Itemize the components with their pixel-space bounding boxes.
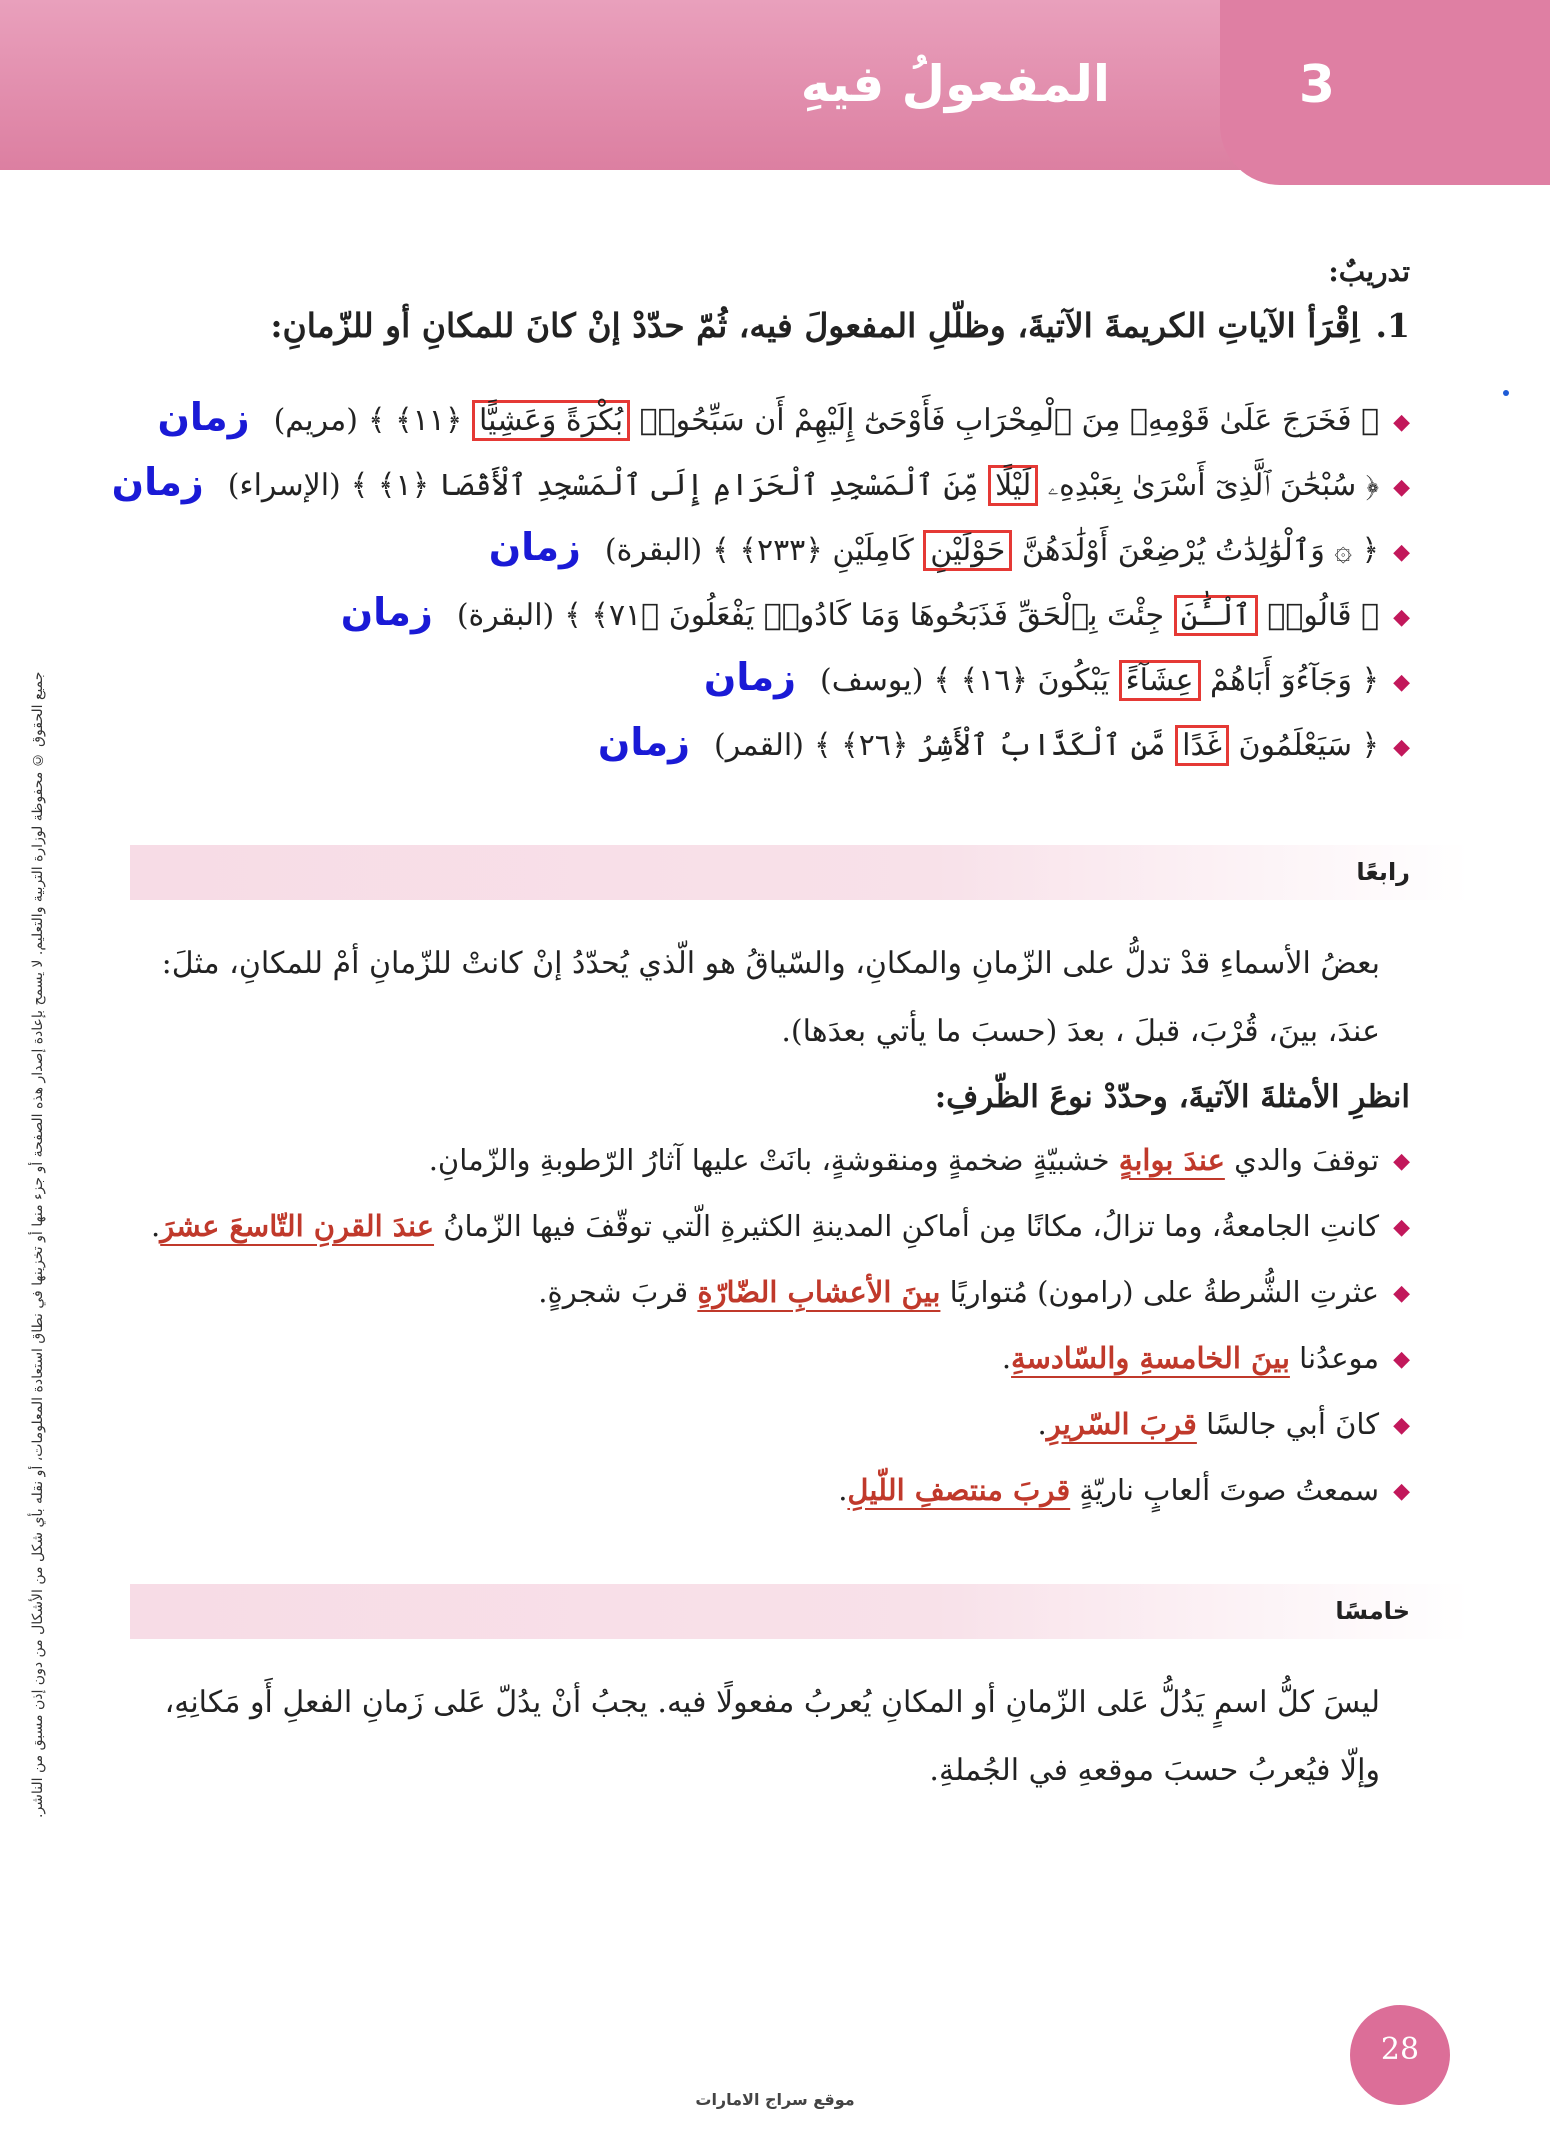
adverb-highlight: قربَ السّريرِ [1046,1407,1197,1441]
page-title: المفعولُ فيهِ [800,55,1110,113]
section-four-paragraph: بعضُ الأسماءِ قدْ تدلُّ على الزّمانِ والمكانِ، والسّياقُ هو الّذي يُحدّدُ إنْ كانتْ للزّمانِ أمْ للمكانِ، مثلَ: عندَ، بينَ، قُرْبَ، قبلَ ، بعدَ (حسبَ ما يأتي بعدَها). [161,946,1380,1049]
verse-item: ◆﴿ قَالُوا۟ ٱلْـَٰٔنَ جِئْتَ بِٱلْحَقِّ فَذَبَحُوهَا وَمَا كَادُوا۟ يَفْعَلُونَ ﴿٧١﴾ ﴾(البقرة)زمان [340,590,1410,634]
bullet-icon: ◆ [1393,1281,1410,1306]
verse-highlight-box: غَدًا [1175,725,1229,766]
verse-item: ◆﴿ سُبْحَٰنَ ٱلَّذِىٓ أَسْرَىٰ بِعَبْدِهِۦ لَيْلًا مِّنَ ٱلْمَسْجِدِ ٱلْحَرَامِ إِلَى ٱلْمَسْجِدِ ٱلْأَقْصَا ﴿١﴾ ﴾(الإسراء)زمان [111,460,1410,504]
sura-name: (البقرة) [604,533,703,568]
verse-list [111,385,1410,775]
example-item: ◆موعدُنا بينَ الخامسةِ والسّادسةِ. [1001,1341,1410,1375]
example-item: ◆كانتِ الجامعةُ، وما تزالُ، مكانًا مِن أماكنِ المدينةِ الكثيرةِ الّتي توقّفَ فيها الزّمانُ عندَ القرنِ التّاسعَ عشرَ. [150,1209,1410,1243]
section-heading-fifth: خامسًا [130,1584,1470,1639]
bullet-icon: ◆ [1393,734,1410,760]
verse-item: ◆﴿ ۞ وَٱلْوَٰلِدَٰتُ يُرْضِعْنَ أَوْلَٰدَهُنَّ حَوْلَيْنِ كَامِلَيْنِ ﴿٢٣٣﴾ ﴾(البقرة)زمان [488,525,1410,569]
answer-label: زمان [703,655,797,699]
verse-item: ◆﴿ وَجَآءُوٓ أَبَاهُمْ عِشَآءً يَبْكُونَ ﴿١٦﴾ ﴾(يوسف)زمان [703,655,1410,699]
sura-name: (مريم) [273,403,358,438]
verse-highlight-box: لَيْلًا [988,465,1038,506]
exercise-label: تدريبٌ: [1328,255,1410,288]
bullet-icon: ◆ [1393,1215,1410,1240]
adverb-highlight: قربَ منتصفِ اللّيلِ [847,1473,1071,1507]
adverb-highlight: عندَ بوابةٍ [1118,1143,1225,1177]
exercise-instruction [130,306,1410,345]
verse-item: ◆﴿ سَيَعْلَمُونَ غَدًا مَّنِ ٱلْكَذَّابُ ٱلْأَشِرُ ﴿٢٦﴾ ﴾(القمر)زمان [597,720,1410,764]
verse-highlight-box: عِشَآءً [1119,660,1201,701]
example-item: ◆عثرتِ الشُّرطةُ على (رامون) مُتواريًا بينَ الأعشابِ الضّارّةِ قربَ شجرةٍ. [538,1275,1410,1309]
bullet-icon: ◆ [1393,474,1410,500]
bullet-icon: ◆ [1393,669,1410,695]
adverb-highlight: بينَ الخامسةِ والسّادسةِ [1011,1341,1290,1375]
answer-label: زمان [597,720,691,764]
sura-name: (القمر) [714,728,804,763]
verse-item: ◆﴿ فَخَرَجَ عَلَىٰ قَوْمِهِۦ مِنَ ٱلْمِحْرَابِ فَأَوْحَىٰٓ إِلَيْهِمْ أَن سَبِّحُوا۟ بُكْرَةً وَعَشِيًّا ﴿١١﴾ ﴾(مريم)زمان [157,395,1410,439]
example-item: ◆كانَ أبي جالسًا قربَ السّريرِ. [1037,1407,1410,1441]
bullet-icon: ◆ [1393,604,1410,630]
example-item: ◆توقفَ والدي عندَ بوابةٍ خشبيّةٍ ضخمةٍ ومنقوشةٍ، بانَتْ عليها آثارُ الرّطوبةِ والزّمانِ. [428,1143,1410,1177]
bullet-icon: ◆ [1393,409,1410,435]
example-list [130,1128,1410,1524]
lesson-number-tab [1220,0,1550,185]
example-item: ◆سمعتُ صوتَ ألعابٍ ناريّةٍ قربَ منتصفِ اللّيلِ. [838,1473,1410,1507]
bullet-icon: ◆ [1393,1347,1410,1372]
page-content [111,255,1410,1805]
adverb-highlight: عندَ القرنِ التّاسعَ عشرَ [160,1209,435,1243]
answer-label: زمان [111,460,204,504]
answer-label: زمان [488,525,581,569]
bullet-icon: ◆ [1393,539,1410,565]
sura-name: (يوسف) [820,663,924,698]
verse-highlight-box: ٱلْـَٰٔنَ [1174,595,1258,636]
lesson-number: 3 [1298,55,1335,115]
section-heading-fourth: رابعًا [130,845,1470,900]
blue-dot [1503,390,1509,396]
answer-label: زمان [340,590,433,634]
page-number-badge: 28 [1350,2005,1450,2105]
footer-site-name: موقع سراج الامارات [695,2090,855,2109]
instruction-text: اِقْرَأ الآياتِ الكريمةَ الآتيةَ، وظلّلِ المفعولَ فيه، ثُمّ حدّدْ إنْ كانَ للمكانِ أو للزّمانِ: [270,306,1360,345]
section-five-paragraph: ليسَ كلُّ اسمٍ يَدُلُّ عَلى الزّمانِ أو المكانِ يُعربُ مفعولًا فيه. يجبُ أنْ يدُلّ عَلى زَمانِ الفعلِ أَو مَكانِهِ، وإلّا فيُعربُ حسبَ موقعهِ في الجُملةِ. [164,1685,1380,1788]
verse-highlight-box: حَوْلَيْنِ [923,530,1012,571]
copyright-side-note: جميع الحقوق © محفوظة لوزارة التربية والتعليم. لا يسمح بإعادة إصدار هذه الصفحة أو جزء منها أو تخزينها في نطاق استعادة المعلومات، أو نقله بأي شكل من الأشكال من دون إذن مسبق من الناشر. [30,671,46,1819]
bullet-icon: ◆ [1393,1479,1410,1504]
bullet-icon: ◆ [1393,1149,1410,1174]
bullet-icon: ◆ [1393,1413,1410,1438]
examples-subheading: انظرِ الأمثلةَ الآتيةَ، وحدّدْ نوعَ الظّرفِ: [934,1079,1410,1115]
sura-name: (البقرة) [456,598,555,633]
sura-name: (الإسراء) [227,468,341,503]
adverb-highlight: بينَ الأعشابِ الضّارّةِ [697,1275,941,1309]
exercise-number: 1. [1375,306,1410,345]
answer-label: زمان [157,395,250,439]
verse-highlight-box: بُكْرَةً وَعَشِيًّا [472,400,630,441]
